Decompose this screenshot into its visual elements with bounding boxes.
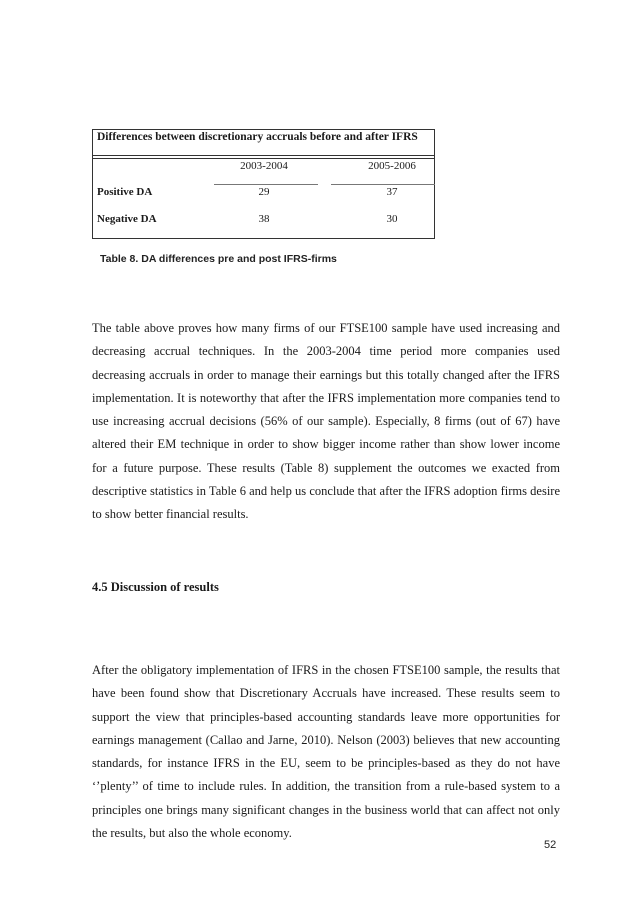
row-label: Negative DA (97, 213, 157, 225)
table-cell: 29 (258, 186, 270, 198)
row-label: Positive DA (97, 186, 153, 198)
section-heading: 4.5 Discussion of results (92, 580, 219, 594)
table-cell: 37 (386, 186, 398, 198)
table-caption: Table 8. DA differences pre and post IFRS-firms (100, 253, 337, 265)
column-rule (331, 184, 435, 185)
table-header-rule (93, 155, 434, 156)
table-header-rule (93, 158, 434, 159)
body-paragraph: After the obligatory implementation of IFRS in the chosen FTSE100 sample, the results that have been found show that Discretionary Accruals have increased. These results seem to support the view that principles-based accounting standards leave more opportunities for earnings management (Callao and Jarne, 2010). Nelson (2003) believes that new accounting standards, for instance IFRS in the EU, seem to be principles-based as they do not have ‘’plenty’’ of time to include rules. In addition, the transition from a rule-based system to a principles one brings many significant changes in the business world that can affect not only the results, but also the whole economy. (92, 663, 560, 841)
column-header: 2003-2004 (240, 160, 288, 172)
page-number: 52 (544, 839, 557, 851)
table-cell: 30 (386, 213, 398, 225)
table-title: Differences between discretionary accruals before and after IFRS (97, 131, 418, 143)
table-cell: 38 (258, 213, 270, 225)
da-differences-table (92, 129, 435, 239)
column-rule (214, 184, 318, 185)
body-paragraph: The table above proves how many firms of our FTSE100 sample have used increasing and decreasing accrual techniques. In the 2003-2004 time period more companies used decreasing accruals in order to manage their earnings but this totally changed after the IFRS implementation. It is noteworthy that after the IFRS implementation more companies tend to use increasing accrual decisions (56% of our sample). Especially, 8 firms (out of 67) have altered their EM technique in order to show bigger income rather than show lower income for a future purpose. These results (Table 8) supplement the outcomes we exacted from descriptive statistics in Table 6 and help us conclude that after the IFRS adoption firms desire to show better financial results. (92, 321, 560, 522)
column-header: 2005-2006 (368, 160, 416, 172)
